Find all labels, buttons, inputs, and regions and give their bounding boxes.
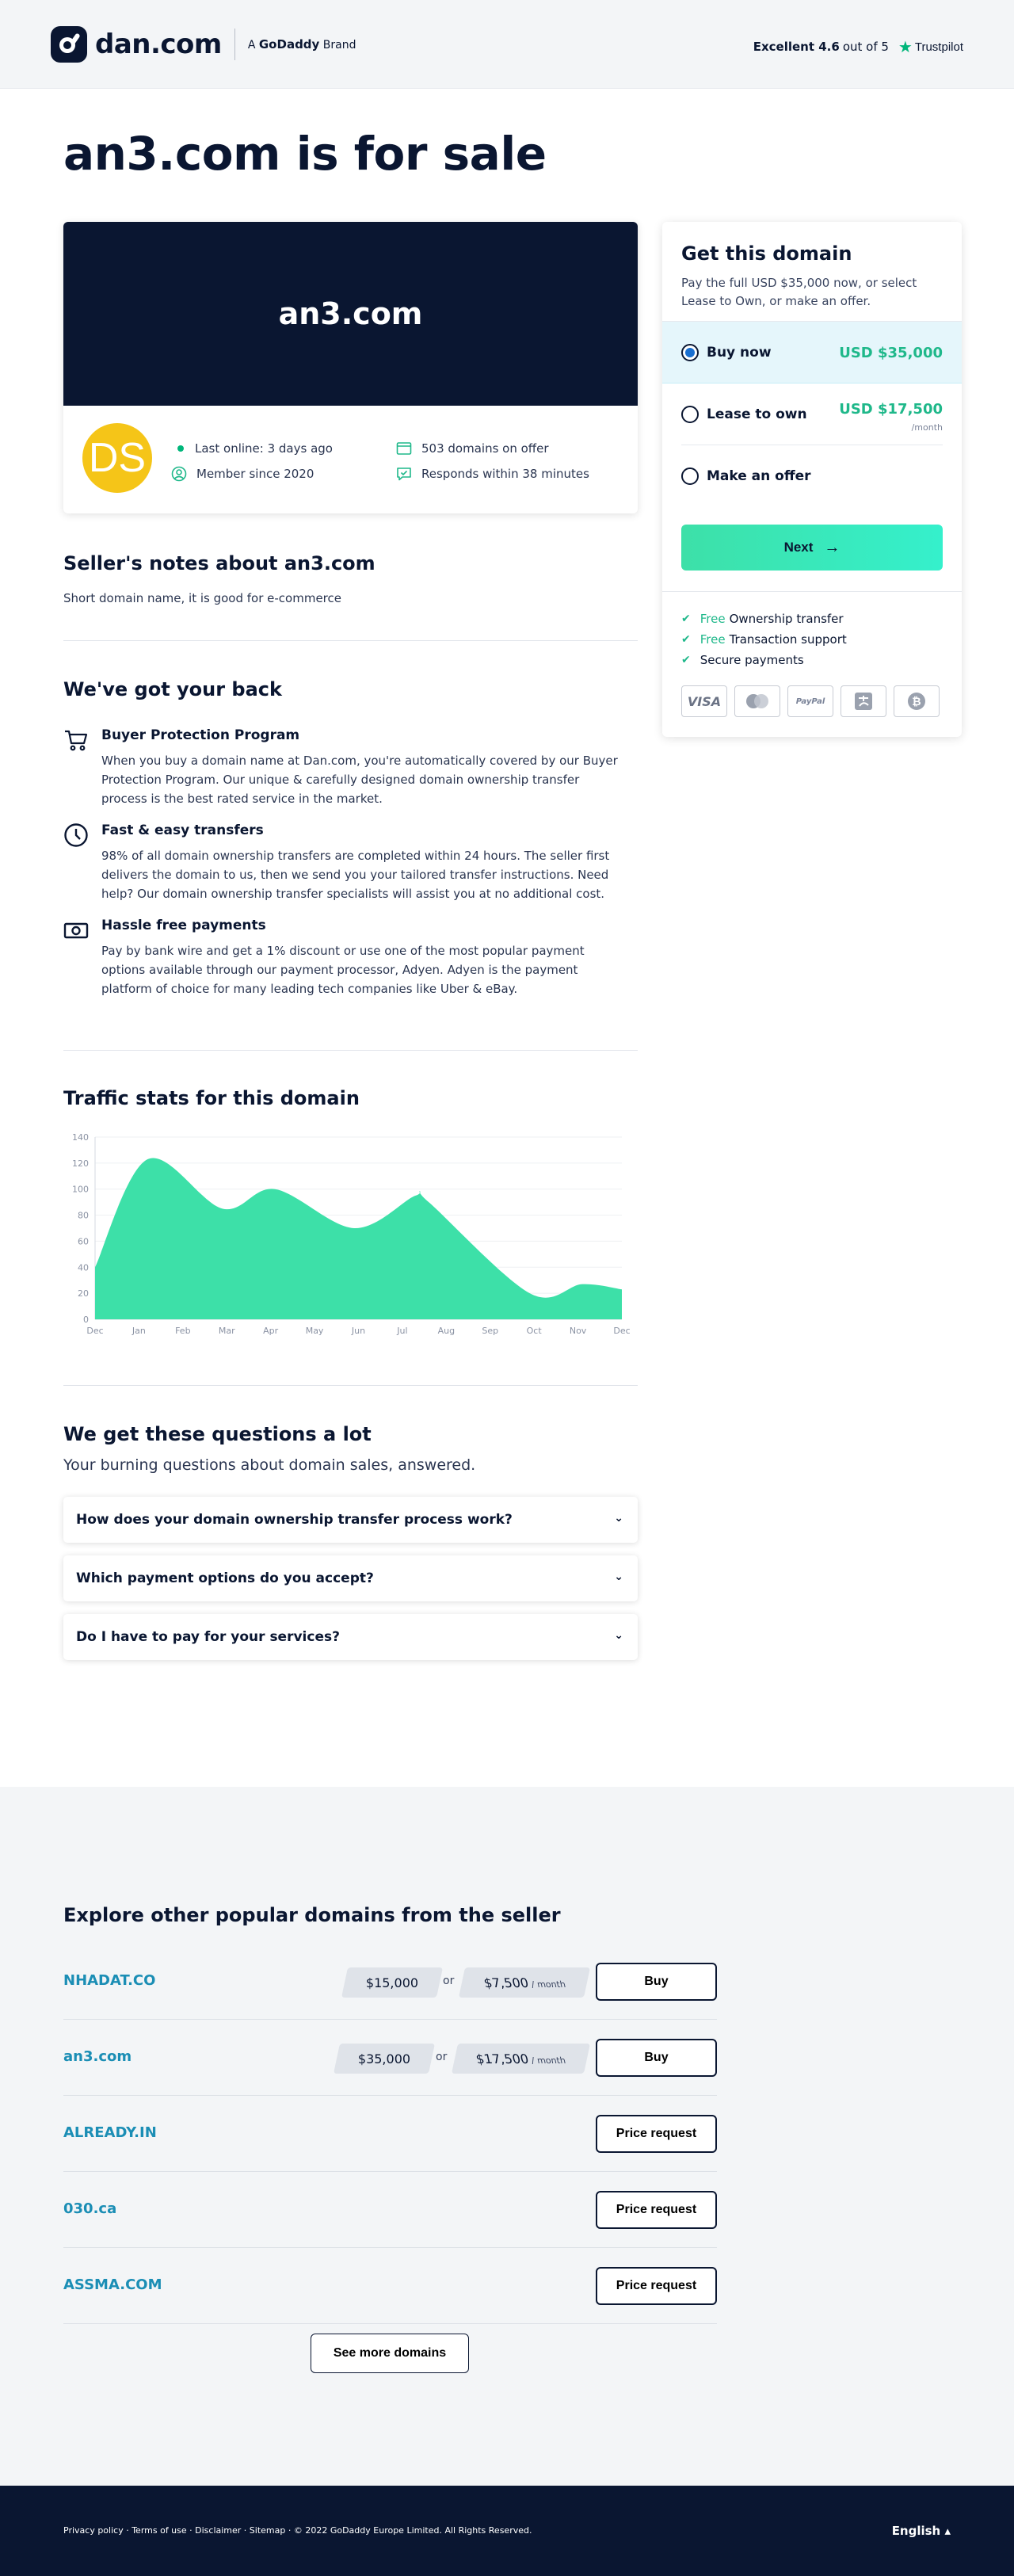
domain-link[interactable]: 030.ca — [63, 2200, 117, 2217]
or-text: or — [443, 1975, 455, 1987]
domain-banner: an3.com — [63, 222, 638, 406]
faq-question: Which payment options do you accept? — [76, 1570, 374, 1586]
faq-title: We get these questions a lot — [63, 1423, 372, 1445]
per-month: / month — [530, 2055, 567, 2066]
x-tick-label: Feb — [175, 1326, 191, 1336]
response-time — [396, 461, 589, 487]
perk-item — [681, 650, 847, 670]
x-tick-label: May — [305, 1326, 324, 1336]
member-since — [171, 461, 333, 487]
perk-text: Secure payments — [700, 653, 804, 667]
feature-title: Hassle free payments — [101, 918, 266, 933]
x-tick-label: Apr — [263, 1326, 279, 1336]
explore-section — [0, 1787, 1014, 2486]
title-suffix: is for sale — [295, 127, 547, 181]
response-time-text: Responds within 38 minutes — [421, 467, 589, 481]
x-tick-label: Dec — [86, 1326, 104, 1336]
next-label: Next — [783, 540, 814, 555]
option-label: Lease to own — [707, 406, 807, 422]
browser-icon — [396, 441, 412, 456]
brand-suffix: Brand — [322, 39, 356, 52]
y-tick-label: 20 — [78, 1288, 89, 1299]
y-tick-label: 120 — [72, 1158, 89, 1169]
title-domain: an3.com — [63, 127, 280, 181]
divider — [63, 1050, 638, 1051]
online-dot-icon — [177, 445, 184, 452]
price-value: $15,000 — [365, 1975, 419, 1990]
alipay-icon — [841, 685, 886, 717]
domain-row — [63, 2020, 717, 2096]
feature-text: Pay by bank wire and get a 1% discount or use one of the most popular payment options available through our payment processor, Adyen. Adyen is the payment platform of choice for many leading tech companies like Uber & eBay. — [101, 944, 585, 996]
arrow-right-icon: → — [824, 538, 841, 556]
trustpilot-star-icon: ★ — [898, 37, 913, 56]
lease-pill — [452, 2044, 590, 2074]
x-tick-label: Dec — [613, 1326, 631, 1336]
seller-info-left — [171, 436, 333, 487]
dan-logo-icon — [51, 26, 87, 63]
see-more-domains-button[interactable]: See more domains — [311, 2334, 469, 2373]
option-price: USD $17,500 — [839, 401, 943, 418]
option-make-offer[interactable] — [681, 445, 943, 506]
option-label: Buy now — [707, 345, 772, 361]
seller-avatar: DS — [82, 423, 152, 493]
domain-link[interactable]: ASSMA.COM — [63, 2276, 162, 2293]
or-text: or — [436, 2051, 448, 2063]
price-value: $35,000 — [357, 2051, 411, 2067]
logo-divider — [234, 29, 235, 60]
trust-score: Excellent 4.6 — [753, 40, 840, 54]
y-tick-label: 0 — [83, 1315, 89, 1325]
language-selector[interactable]: English ▴ — [891, 2524, 951, 2538]
radio-lease-to-own[interactable] — [681, 406, 699, 423]
traffic-title: Traffic stats for this domain — [63, 1087, 360, 1109]
svg-text:₿: ₿ — [912, 696, 921, 708]
chevron-down-icon: ⌄ — [614, 1512, 623, 1525]
domain-row — [63, 2248, 717, 2324]
domain-card — [63, 222, 638, 513]
x-tick-label: Jul — [397, 1326, 408, 1336]
site-footer — [0, 2486, 1014, 2576]
perk-free: Free — [700, 632, 726, 647]
faq-item[interactable] — [63, 1614, 638, 1660]
buy-box-subtitle: Pay the full USD $35,000 now, or select Lease to Own, or make an offer. — [681, 276, 917, 308]
feature-text: 98% of all domain ownership transfers are completed within 24 hours. The seller first delivers the domain to us, then we send you your tailored transfer instructions. Need help? Our domain ownership transfer specialists will assist you at no additional cost. — [101, 849, 610, 901]
last-online-text: Last online: 3 days ago — [195, 441, 333, 456]
price-pill — [341, 1967, 443, 1998]
option-price: USD $35,000 — [839, 345, 943, 361]
price-request-button[interactable]: Price request — [596, 2267, 717, 2305]
money-icon — [63, 918, 89, 943]
user-icon — [171, 466, 187, 482]
check-icon: ✔ — [681, 633, 691, 646]
x-tick-label: Mar — [218, 1326, 235, 1336]
brand-name: GoDaddy — [258, 37, 320, 52]
explore-title: Explore other popular domains from the seller — [63, 1904, 561, 1926]
x-tick-label: Jan — [132, 1326, 146, 1336]
next-button[interactable] — [681, 525, 943, 571]
page-title — [63, 127, 547, 181]
y-tick-label: 40 — [78, 1262, 89, 1273]
check-icon: ✔ — [681, 613, 691, 625]
domains-on-offer-text: 503 domains on offer — [421, 441, 549, 456]
y-tick-label: 80 — [78, 1210, 89, 1221]
divider — [662, 591, 962, 592]
price-request-button[interactable]: Price request — [596, 2115, 717, 2153]
domain-row — [63, 1944, 717, 2020]
perk-item — [681, 609, 847, 629]
feature-title: Fast & easy transfers — [101, 822, 264, 838]
perks-list — [681, 609, 847, 670]
traffic-area-series — [95, 1158, 622, 1319]
perk-free: Free — [700, 612, 726, 626]
perk-text: Ownership transfer — [729, 612, 844, 626]
x-tick-label: Aug — [437, 1326, 456, 1336]
check-icon: ✔ — [681, 654, 691, 666]
traffic-chart — [63, 1125, 638, 1347]
seller-notes-text: Short domain name, it is good for e-commerce — [63, 591, 341, 605]
trustpilot-label: Trustpilot — [914, 40, 963, 54]
faq-question: How does your domain ownership transfer process work? — [76, 1512, 513, 1528]
faq-question: Do I have to pay for your services? — [76, 1629, 340, 1645]
domains-on-offer — [396, 436, 589, 461]
faq-subtitle: Your burning questions about domain sales, answered. — [63, 1456, 476, 1474]
chevron-down-icon: ⌄ — [614, 1629, 623, 1642]
feature-text: When you buy a domain name at Dan.com, you're automatically covered by our Buyer Protection Program. Our unique & carefully designed domain ownership transfer process is the best rated service in the market. — [101, 754, 618, 806]
clock-icon — [63, 822, 89, 848]
godaddy-brand — [248, 37, 356, 52]
lease-value: $7,500 — [482, 1975, 530, 1990]
chevron-down-icon: ⌄ — [614, 1570, 623, 1583]
mastercard-icon — [734, 685, 780, 717]
lease-value: $17,500 — [474, 2051, 531, 2067]
option-lease-to-own[interactable] — [662, 383, 962, 445]
x-tick-label: Nov — [569, 1326, 587, 1336]
footer-links[interactable]: Privacy policy · Terms of use · Disclaimer · Sitemap · © 2022 GoDaddy Europe Limited. All Rights Reserved. — [63, 2525, 532, 2536]
last-online — [171, 436, 333, 461]
domain-link[interactable]: ALREADY.IN — [63, 2124, 157, 2141]
perk-text: Transaction support — [729, 632, 847, 647]
brand-prefix: A — [247, 39, 256, 52]
option-label: Make an offer — [707, 468, 811, 484]
trustpilot-rating[interactable] — [753, 37, 963, 56]
x-tick-label: Sep — [482, 1326, 499, 1336]
y-tick-label: 100 — [72, 1184, 89, 1195]
lease-pill — [459, 1967, 590, 1998]
buy-box — [662, 222, 962, 737]
x-tick-label: Jun — [351, 1326, 366, 1336]
faq-item[interactable] — [63, 1555, 638, 1601]
domain-link[interactable]: NHADAT.CO — [63, 1972, 156, 1989]
seller-info-right — [396, 436, 589, 487]
domain-link[interactable]: an3.com — [63, 2048, 132, 2065]
member-since-text: Member since 2020 — [196, 467, 314, 481]
protection-title: We've got your back — [63, 678, 282, 700]
bitcoin-icon — [894, 685, 940, 717]
perk-item — [681, 629, 847, 650]
trust-suffix: out of 5 — [842, 40, 889, 54]
buy-button[interactable]: Buy — [596, 1963, 717, 2001]
buy-box-title: Get this domain — [681, 242, 852, 265]
x-tick-label: Oct — [526, 1326, 542, 1336]
y-tick-label: 140 — [72, 1132, 89, 1143]
logo-text: dan.com — [95, 29, 222, 60]
radio-buy-now[interactable] — [681, 344, 699, 361]
radio-make-offer[interactable] — [681, 467, 699, 485]
buy-button[interactable]: Buy — [596, 2039, 717, 2077]
domain-row — [63, 2096, 717, 2172]
option-buy-now[interactable] — [662, 321, 962, 383]
shopping-cart-icon — [63, 727, 89, 753]
paypal-icon: PayPal — [787, 685, 833, 717]
site-header — [0, 0, 1014, 89]
seller-info — [63, 406, 638, 513]
faq-item[interactable] — [63, 1497, 638, 1543]
logo[interactable] — [51, 26, 356, 63]
divider — [63, 1385, 638, 1386]
option-price-period: /month — [911, 422, 943, 433]
domain-row — [63, 2172, 717, 2248]
y-tick-label: 60 — [78, 1236, 89, 1247]
feature-title: Buyer Protection Program — [101, 727, 300, 743]
price-request-button[interactable]: Price request — [596, 2191, 717, 2229]
visa-icon: VISA — [681, 685, 727, 717]
per-month: / month — [530, 1979, 566, 1990]
seller-notes-title: Seller's notes about an3.com — [63, 552, 375, 574]
price-pill — [334, 2044, 435, 2074]
payment-logos — [681, 685, 947, 717]
chat-check-icon — [396, 466, 412, 482]
divider — [63, 640, 638, 641]
